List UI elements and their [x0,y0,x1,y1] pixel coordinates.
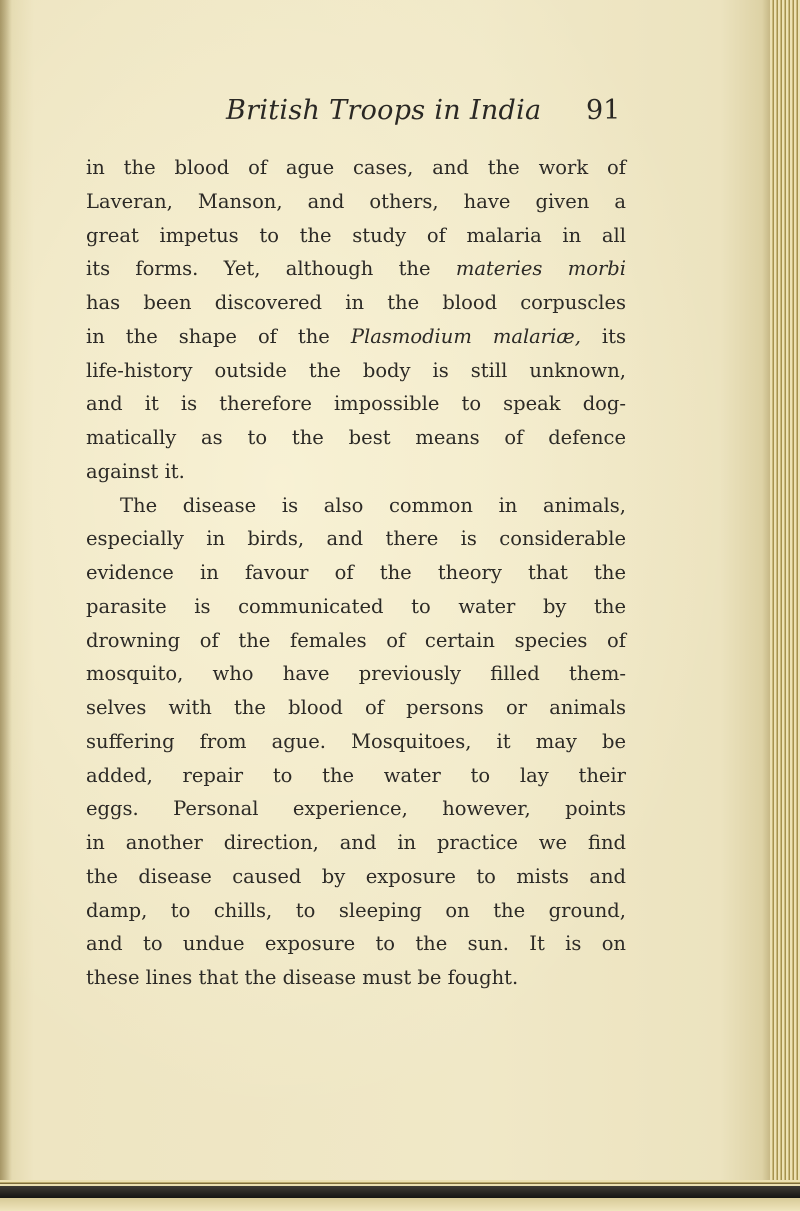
text-line: matically as to the best means of defence [86,426,626,449]
text-line: mosquito, who have previously filled them- [86,662,626,686]
page-stack-right-edge [770,0,800,1185]
page-header [0,95,800,139]
text-line: in another direction, and in practice we find [86,831,626,854]
text-line: its forms. Yet, although the materies morbi [86,257,626,281]
text-line: life-history outside the body is still unknown, [86,358,626,382]
text-line: selves with the blood of persons or animals [86,696,626,719]
text-line: parasite is communicated to water by the [86,594,626,618]
text-line: and it is therefore impossible to speak dog- [86,392,626,416]
text-line: added, repair to the water to lay their [86,763,626,787]
text-line: these lines that the disease must be fought. [86,966,519,989]
text-line: has been discovered in the blood corpuscles [86,291,626,314]
page-gutter-shadow [0,0,12,1180]
book-bottom-edge [0,1186,800,1198]
text-line: The disease is also common in animals, [120,493,626,517]
text-line: suffering from ague. Mosquitoes, it may be [86,729,626,753]
page-number: 91 [586,95,621,126]
bottom-margin-strip [0,1198,800,1211]
text-line: and to undue exposure to the sun. It is on [86,932,626,956]
text-line: in the shape of the Plasmodium malariæ, its [86,324,626,348]
text-line: evidence in favour of the theory that the [86,561,626,584]
text-line: drowning of the females of certain species of [86,628,626,652]
text-line: in the blood of ague cases, and the work of [86,156,626,179]
running-title: British Troops in India [226,95,542,126]
text-line: eggs. Personal experience, however, points [86,797,626,821]
text-line: against it. [86,459,185,483]
text-line: damp, to chills, to sleeping on the ground, [86,898,626,922]
text-line: especially in birds, and there is considerable [86,527,626,551]
body-text [86,151,626,995]
text-line: Laveran, Manson, and others, have given a [86,189,626,213]
italic-term: Plasmodium malariæ, [350,324,581,348]
text-line: great impetus to the study of malaria in all [86,223,626,247]
text-line: the disease caused by exposure to mists and [86,864,626,888]
italic-term: materies morbi [455,257,626,281]
